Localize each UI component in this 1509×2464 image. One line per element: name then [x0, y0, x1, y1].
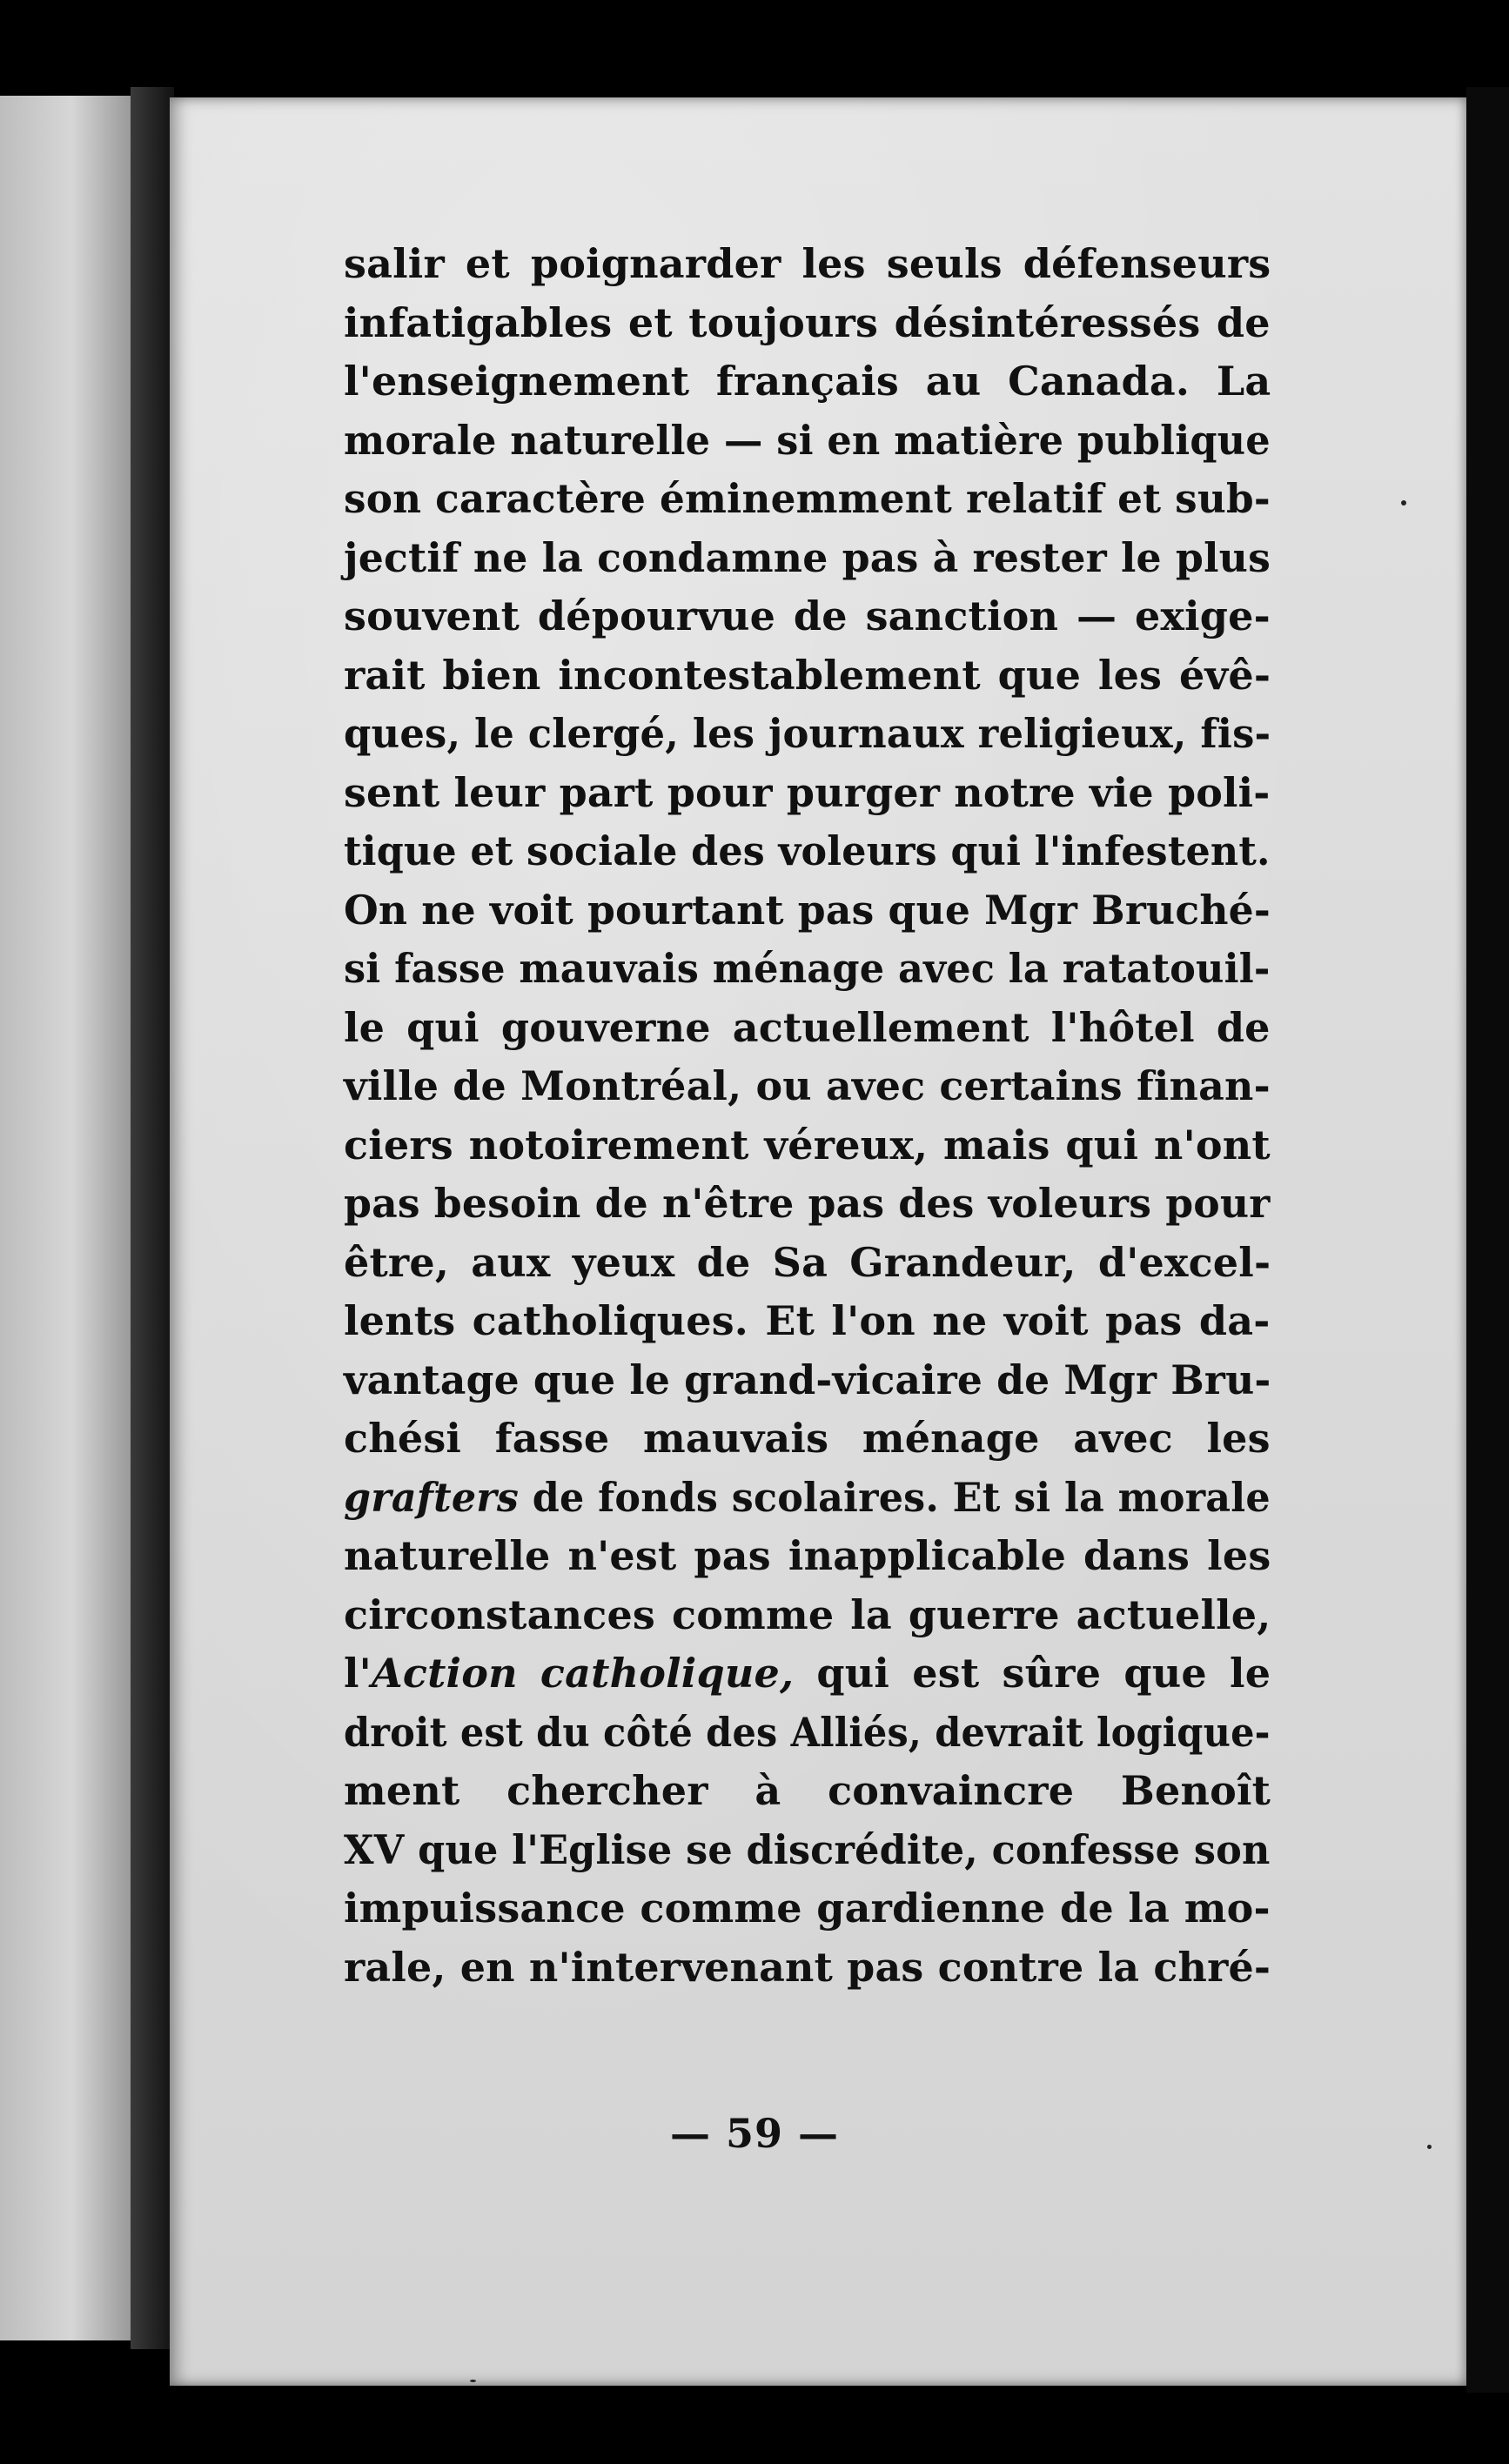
- line-prefix: l': [344, 1650, 372, 1697]
- text-line: souvent dépourvue de sanction — exige-: [344, 593, 1271, 639]
- text-line: pas besoin de n'être pas des voleurs pour: [344, 1180, 1271, 1227]
- left-page-edge: [0, 96, 131, 2340]
- text-line: ment chercher à convaincre Benoît: [344, 1767, 1271, 1814]
- text-line: jectif ne la condamne pas à rester le plus: [344, 533, 1271, 581]
- right-page-edge: [1466, 87, 1509, 2393]
- scan-speck: [1401, 500, 1406, 506]
- text-line: le qui gouverne actuellement l'hôtel de: [344, 1003, 1271, 1051]
- text-line: sent leur part pour purger notre vie poli-: [344, 768, 1271, 816]
- italic-title: Action catholique,: [371, 1650, 795, 1697]
- text-line: [344, 1469, 1271, 1528]
- text-line: On ne voit pourtant pas que Mgr Bruché-: [344, 886, 1271, 934]
- page-number: — 59 —: [669, 2110, 840, 2157]
- text-line: ciers notoirement véreux, mais qui n'ont: [344, 1121, 1271, 1168]
- scan-speck: [470, 2380, 476, 2382]
- text-line: infatigables et toujours désintéressés de: [344, 298, 1271, 346]
- scan-speck: [1427, 2145, 1432, 2149]
- text-line: XV que l'Eglise se discrédite, confesse son: [344, 1825, 1271, 1873]
- text-line: naturelle n'est pas inapplicable dans les: [344, 1532, 1271, 1579]
- text-line: ville de Montréal, ou avec certains finan-: [344, 1062, 1271, 1109]
- text-line: être, aux yeux de Sa Grandeur, d'excel-: [344, 1238, 1271, 1286]
- text-line: morale naturelle — si en matière publique: [344, 416, 1271, 464]
- text-line: vantage que le grand-vicaire de Mgr Bru-: [344, 1356, 1271, 1403]
- text-line: lents catholiques. Et l'on ne voit pas da-: [344, 1297, 1271, 1344]
- text-line: si fasse mauvais ménage avec la ratatouil-: [344, 945, 1271, 992]
- text-line: impuissance comme gardienne de la mo-: [344, 1885, 1271, 1932]
- text-line: l'enseignement français au Canada. La: [344, 358, 1271, 405]
- text-line: ques, le clergé, les journaux religieux, fis-: [344, 710, 1271, 757]
- gutter-shadow: [131, 87, 174, 2349]
- text-line: salir et poignarder les seuls défenseurs: [344, 240, 1271, 287]
- text-line: chési fasse mauvais ménage avec les: [344, 1415, 1271, 1462]
- text-line: tique et sociale des voleurs qui l'infestent.: [344, 827, 1271, 874]
- text-line: son caractère éminemment relatif et sub-: [344, 475, 1271, 522]
- line-rest: qui est sûre que le: [794, 1650, 1271, 1697]
- text-line: droit est du côté des Alliés, devrait logique-: [344, 1708, 1271, 1756]
- italic-word: grafters: [344, 1473, 520, 1521]
- text-line: rait bien incontestablement que les évê-: [344, 651, 1271, 699]
- line-rest: de fonds scolaires. Et si la morale: [519, 1473, 1271, 1521]
- text-line: circonstances comme la guerre actuelle,: [344, 1590, 1271, 1638]
- body-text: [344, 235, 1271, 1997]
- text-line: rale, en n'intervenant pas contre la chré-: [344, 1943, 1271, 1991]
- text-line: [344, 1644, 1271, 1704]
